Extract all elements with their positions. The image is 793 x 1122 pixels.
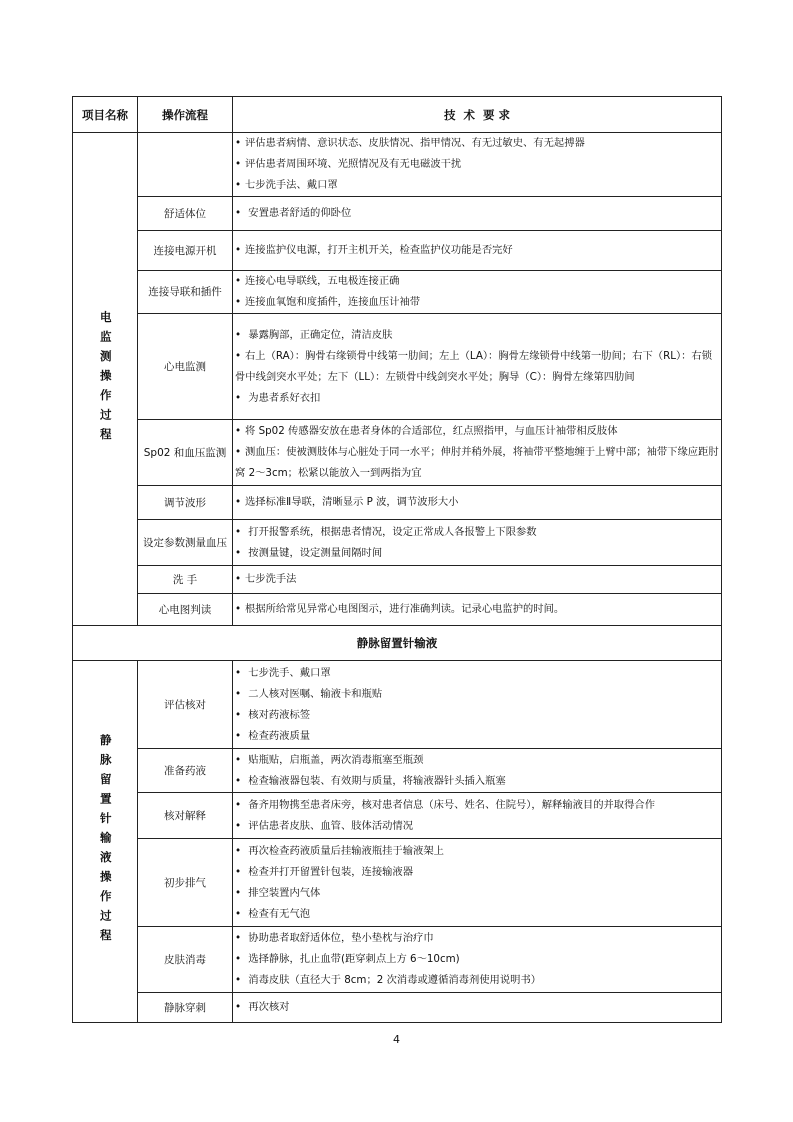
requirement-item — [233, 292, 721, 313]
bullet-icon: • — [235, 953, 242, 965]
requirement-item — [233, 203, 721, 224]
requirement-text: 连接监护仪电源，打开主机开关，检查监护仪功能是否完好 — [245, 244, 513, 256]
step-cell — [138, 993, 233, 1023]
requirement-text: 核对药液标签 — [245, 708, 311, 721]
bullet-icon: • — [235, 886, 242, 899]
step-name: 皮肤消毒 — [164, 953, 206, 966]
bullet-icon: • — [235, 525, 242, 538]
step-name: 调节波形 — [164, 496, 206, 509]
step-name: 核对解释 — [164, 809, 206, 822]
bullet-icon: • — [235, 425, 242, 437]
requirement-text: 打开报警系统，根据患者情况，设定正常成人各报警上下限参数 — [245, 525, 537, 538]
bullet-icon: • — [235, 844, 242, 857]
requirement-text: 右上（RA）：胸骨右缘锁骨中线第一肋间；左上（LA）：胸骨左缘锁骨中线第一肋间；右下（RL）：右锁骨中线剑突水平处；左下（LL）：左锁骨中线剑突水平处；胸导（C）：胸骨左缘第四肋间 — [235, 349, 713, 383]
step-name: 连接电源开机 — [153, 244, 217, 257]
requirement-text: 按测量键，设定测量间隔时间 — [245, 546, 383, 559]
requirement-text: 将 Sp02 传感器安放在患者身体的合适部位，红点照指甲，与血压计袖带相反肢体 — [245, 425, 618, 437]
requirement-cell — [233, 594, 722, 626]
bullet-icon: • — [235, 798, 242, 811]
requirement-item — [233, 997, 721, 1018]
requirement-cell — [233, 520, 722, 566]
table-row — [73, 749, 722, 793]
requirement-cell — [233, 793, 722, 839]
table-row — [73, 993, 722, 1023]
requirement-item — [233, 705, 721, 726]
requirement-item — [233, 949, 721, 970]
bullet-icon: • — [235, 328, 242, 341]
step-name: 心电图判读 — [158, 603, 212, 616]
bullet-icon: • — [235, 774, 242, 787]
step-name: 初步排气 — [164, 876, 206, 889]
step-name: 心电监测 — [164, 360, 206, 373]
step-name: 准备药液 — [164, 764, 206, 777]
section-title: 静脉留置针输液 — [73, 626, 722, 661]
bullet-icon: • — [235, 907, 242, 920]
requirement-item — [233, 271, 721, 292]
bullet-icon: • — [235, 179, 242, 191]
requirement-item — [233, 970, 721, 991]
requirement-text: 根据所给常见异常心电图图示，进行准确判读。记录心电监护的时间。 — [245, 603, 565, 615]
table-row — [73, 420, 722, 486]
requirement-cell — [233, 231, 722, 271]
requirement-text: 选择标准Ⅱ导联，清晰显示 P 波，调节波形大小 — [245, 496, 459, 508]
requirement-item — [233, 325, 721, 346]
step-cell — [138, 231, 233, 271]
table-row — [73, 271, 722, 314]
requirement-item — [233, 663, 721, 684]
bullet-icon: • — [235, 446, 242, 458]
requirement-text: 检查有无气泡 — [245, 907, 311, 920]
step-cell — [138, 927, 233, 993]
requirement-item — [233, 599, 721, 620]
requirement-item — [233, 750, 721, 771]
requirement-item — [233, 795, 721, 816]
header-project-name: 项目名称 — [73, 97, 138, 133]
table-row — [73, 839, 722, 927]
step-cell — [138, 520, 233, 566]
requirement-text: 连接心电导联线，五电极连接正确 — [245, 275, 400, 287]
step-cell — [138, 271, 233, 314]
requirement-item — [233, 492, 721, 513]
step-cell — [138, 566, 233, 594]
step-name: 评估核对 — [164, 698, 206, 711]
step-name: Sp02 和血压监测 — [143, 446, 227, 459]
bullet-icon: • — [235, 865, 242, 878]
step-cell — [138, 486, 233, 520]
requirement-item — [233, 684, 721, 705]
step-name: 设定参数测量血压 — [143, 536, 227, 549]
table-row — [73, 661, 722, 749]
requirement-cell — [233, 749, 722, 793]
step-cell — [138, 133, 233, 197]
requirement-text: 连接血氧饱和度插件，连接血压计袖带 — [245, 296, 421, 308]
bullet-icon: • — [235, 729, 242, 742]
bullet-icon: • — [235, 349, 242, 362]
step-name: 舒适体位 — [164, 207, 206, 220]
requirement-item — [233, 771, 721, 792]
requirement-cell — [233, 839, 722, 927]
requirement-text: 为患者系好衣扣 — [245, 391, 321, 404]
requirement-item — [233, 388, 721, 409]
step-cell — [138, 420, 233, 486]
table-row — [73, 927, 722, 993]
section-label-cell — [73, 661, 138, 1023]
section-label: 电监测操作过程 — [98, 310, 113, 448]
bullet-icon: • — [235, 207, 242, 219]
requirement-text: 七步洗手法、戴口罩 — [245, 179, 338, 191]
bullet-icon: • — [235, 546, 242, 559]
table-row — [73, 486, 722, 520]
bullet-icon: • — [235, 932, 242, 944]
requirement-text: 七步洗手、戴口罩 — [245, 666, 331, 679]
requirement-text: 备齐用物携至患者床旁，核对患者信息（床号、姓名、住院号），解释输液目的并取得合作 — [245, 798, 655, 811]
requirement-item — [233, 240, 721, 261]
table-row — [73, 520, 722, 566]
requirement-item — [233, 133, 721, 154]
header-requirements: 技 术 要 求 — [233, 97, 722, 133]
table-row — [73, 793, 722, 839]
requirement-text: 评估患者周围环境、光照情况及有无电磁波干扰 — [245, 158, 462, 170]
bullet-icon: • — [235, 275, 242, 287]
requirement-item — [233, 928, 721, 949]
requirement-item — [233, 569, 721, 590]
table-row — [73, 314, 722, 420]
requirement-text: 再次核对 — [245, 1001, 290, 1013]
step-cell — [138, 793, 233, 839]
step-cell — [138, 749, 233, 793]
bullet-icon: • — [235, 496, 242, 508]
step-cell — [138, 594, 233, 626]
requirement-text: 二人核对医嘱、输液卡和瓶贴 — [245, 687, 383, 700]
requirement-cell — [233, 566, 722, 594]
table-row — [73, 231, 722, 271]
bullet-icon: • — [235, 1001, 242, 1013]
table-row — [73, 566, 722, 594]
bullet-icon: • — [235, 296, 242, 308]
bullet-icon: • — [235, 666, 242, 679]
table-row — [73, 594, 722, 626]
requirement-cell — [233, 486, 722, 520]
requirement-text: 暴露胸部，正确定位，清洁皮肤 — [245, 328, 393, 341]
bullet-icon: • — [235, 753, 242, 766]
requirement-text: 测血压：使被测肢体与心脏处于同一水平；伸肘并稍外展，将袖带平整地缠于上臂中部；袖带下缘应距肘窝 2～3cm；松紧以能放入一到两指为宜 — [235, 446, 719, 479]
page-number: 4 — [393, 1033, 400, 1046]
step-name: 连接导联和插件 — [148, 286, 222, 298]
bullet-icon: • — [235, 137, 242, 149]
step-name: 静脉穿刺 — [164, 1001, 206, 1014]
requirement-item — [233, 841, 721, 862]
bullet-icon: • — [235, 819, 242, 832]
requirement-text: 检查药液质量 — [245, 729, 311, 742]
requirement-item — [233, 904, 721, 925]
table-header-row — [73, 97, 722, 133]
requirement-item — [233, 442, 721, 484]
step-cell — [138, 661, 233, 749]
bullet-icon: • — [235, 603, 242, 615]
requirement-text: 协助患者取舒适体位，垫小垫枕与治疗巾 — [245, 932, 434, 944]
requirement-cell — [233, 420, 722, 486]
requirement-cell — [233, 133, 722, 197]
header-procedure: 操作流程 — [138, 97, 233, 133]
requirement-item — [233, 154, 721, 175]
bullet-icon: • — [235, 244, 242, 256]
bullet-icon: • — [235, 974, 242, 986]
requirement-item — [233, 726, 721, 747]
requirement-item — [233, 522, 721, 543]
requirement-text: 再次检查药液质量后挂输液瓶挂于输液架上 — [245, 844, 444, 857]
requirement-cell — [233, 993, 722, 1023]
requirement-text: 检查并打开留置针包装，连接输液器 — [245, 865, 414, 878]
table-row — [73, 197, 722, 231]
requirement-text: 选择静脉，扎止血带(距穿刺点上方 6～10cm) — [245, 953, 460, 965]
requirement-item — [233, 543, 721, 564]
step-name: 洗 手 — [172, 573, 198, 586]
requirement-text: 检查输液器包装、有效期与质量，将输液器针头插入瓶塞 — [245, 774, 506, 787]
requirement-item — [233, 346, 721, 388]
requirement-text: 评估患者皮肤、血管、肢体活动情况 — [245, 819, 414, 832]
bullet-icon: • — [235, 573, 242, 585]
section-title-row — [73, 626, 722, 661]
requirement-text: 安置患者舒适的仰卧位 — [245, 207, 352, 219]
section-label: 静脉留置针输液操作过程 — [98, 734, 113, 949]
requirement-text: 排空装置内气体 — [245, 886, 321, 899]
requirement-cell — [233, 197, 722, 231]
step-cell — [138, 314, 233, 420]
requirement-item — [233, 862, 721, 883]
requirement-text: 贴瓶贴，启瓶盖，两次消毒瓶塞至瓶颈 — [245, 753, 424, 766]
step-cell — [138, 839, 233, 927]
requirement-text: 消毒皮肤（直径大于 8cm；2 次消毒或遵循消毒剂使用说明书） — [245, 974, 542, 986]
step-cell — [138, 197, 233, 231]
bullet-icon: • — [235, 708, 242, 721]
bullet-icon: • — [235, 391, 242, 404]
requirement-item — [233, 421, 721, 442]
requirement-item — [233, 175, 721, 196]
requirement-item — [233, 883, 721, 904]
requirement-cell — [233, 927, 722, 993]
section-label-cell — [73, 133, 138, 626]
bullet-icon: • — [235, 158, 242, 170]
requirement-item — [233, 816, 721, 837]
requirement-cell — [233, 661, 722, 749]
bullet-icon: • — [235, 687, 242, 700]
requirement-cell — [233, 314, 722, 420]
requirement-cell — [233, 271, 722, 314]
procedure-table — [72, 96, 722, 1023]
requirement-text: 七步洗手法 — [245, 573, 297, 585]
table-row — [73, 133, 722, 197]
requirement-text: 评估患者病情、意识状态、皮肤情况、指甲情况、有无过敏史、有无起搏器 — [245, 137, 585, 149]
